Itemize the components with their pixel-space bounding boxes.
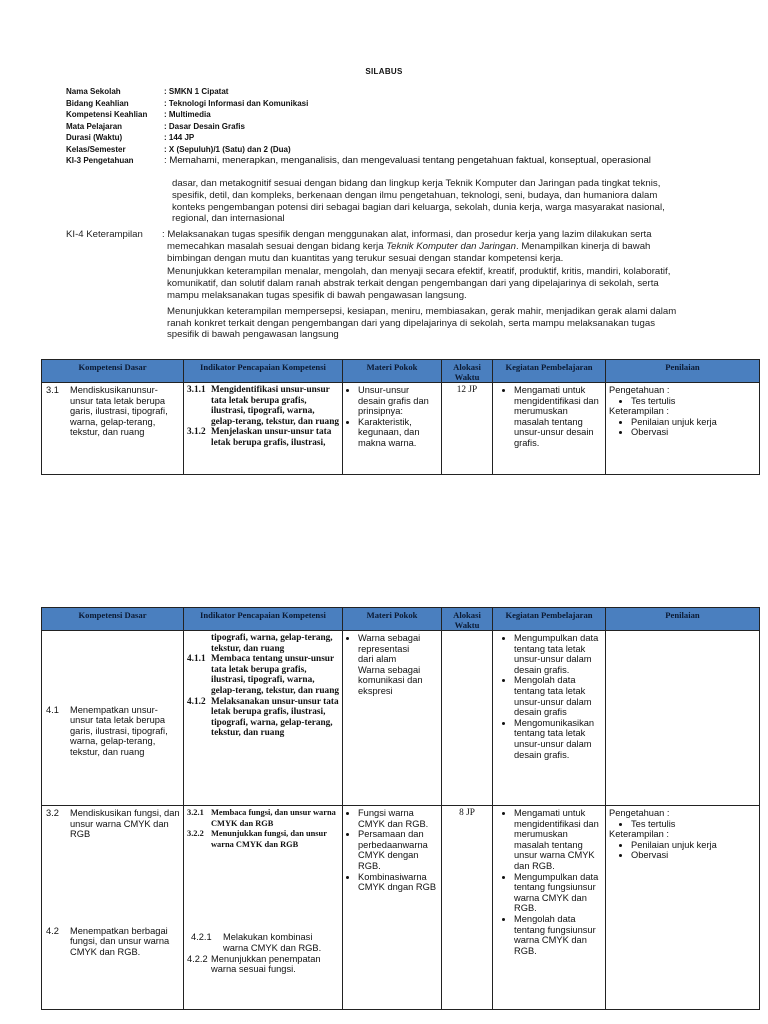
ind-number: 3.2.1 <box>187 808 204 817</box>
penilaian-label: Pengetahuan : <box>609 385 670 395</box>
header-kegiatan: Kegiatan Pembelajaran <box>493 608 606 631</box>
ind-text: Melakukan kombinasi warna CMYK dan RGB. <box>223 932 322 953</box>
penilaian-label: Keterampilan : <box>609 829 669 840</box>
ki4-line-c: . Menampilkan kinerja di bawah <box>515 240 651 252</box>
kd-number: 4.2 <box>46 925 59 936</box>
ki4-para: Menunjukkan keterampilan menalar, mengolah, dan menyaji secara efektif, kreatif, produktif, kritis, mandiri, kolaboratif, <box>167 266 671 278</box>
table-header-row <box>42 360 760 383</box>
kd-text: Mendiskusikan fungsi, dan unsur warna CMYK dan RGB <box>70 808 180 840</box>
header-kompetensi-dasar: Kompetensi Dasar <box>42 360 184 383</box>
list-item: • Tes tertulis <box>631 819 756 830</box>
meta-row <box>66 144 716 156</box>
list-item: • Mengumpulkan data tentang fungsiunsur warna CMYK dan RGB. <box>514 872 602 914</box>
syllabus-table-2 <box>41 607 760 1010</box>
ki4-label: KI-4 Keterampilan <box>66 229 143 240</box>
ind-text: Membaca fungsi, dan unsur warna CMYK dan RGB <box>211 808 336 828</box>
table-row <box>42 806 760 1010</box>
list-item: • Penilaian unjuk kerja <box>631 840 756 851</box>
ind-number: 4.2.1 <box>191 932 212 943</box>
meta-key: Kelas/Semester <box>66 144 126 154</box>
ind-text: Mengidentifikasi unsur-unsur tata letak berupa grafis, ilustrasi, tipografi, warna, gelap-terang, tekstur, dan ruang <box>211 385 340 427</box>
meta-value: : Dasar Desain Grafis <box>164 121 245 131</box>
header-materi: Materi Pokok <box>343 360 442 383</box>
document-title: SILABUS <box>365 67 403 76</box>
list-item: • Mengamati untuk mengidentifikasi dan merumuskan masalah tentang unsur-unsur desain grafis. <box>514 385 602 449</box>
materi-cell <box>343 806 442 1010</box>
meta-row <box>66 86 716 98</box>
kd-number: 3.2 <box>46 808 59 818</box>
meta-value: : Memahami, menerapkan, menganalisis, dan mengevaluasi tentang pengetahuan faktual, konseptual, operasional <box>164 155 651 166</box>
list-item: • Mengolah data tentang fungsiunsur warna CMYK dan RGB. <box>514 914 602 956</box>
ind-text: Menunjukkan fungsi, dan unsur warna CMYK dan RGB <box>211 829 327 849</box>
ki3-line: spesifik, detil, dan kompleks, berkenaan dengan ilmu pengetahuan, teknologi, seni, budaya, dan humaniora dalam <box>172 189 658 201</box>
list-item: • Obervasi <box>631 427 756 438</box>
penilaian-label: Keterampilan : <box>609 406 669 417</box>
meta-block <box>66 86 716 167</box>
kd-cell <box>42 631 184 806</box>
materi-text: Warna sebagai komunikasi dan ekspresi <box>358 664 423 696</box>
meta-key: Durasi (Waktu) <box>66 133 123 142</box>
kd-cell <box>42 383 184 475</box>
penilaian-cell <box>606 383 760 475</box>
ki4-line-italic: Teknik Komputer dan Jaringan <box>386 240 516 252</box>
waktu-cell: 12 JP <box>442 383 493 475</box>
ind-text: Membaca tentang unsur-unsur tata letak berupa grafis, ilustrasi, tipografi, warna, gelap-terang, tekstur, dan ruang <box>211 654 340 696</box>
ki3-continuation <box>172 178 732 225</box>
kegiatan-cell <box>493 806 606 1010</box>
ind-number: 3.1.1 <box>187 385 206 395</box>
indikator-cell <box>184 383 343 475</box>
list-item: • Persamaan dan perbedaanwarna CMYK dengan RGB. <box>358 829 438 871</box>
list-item: • Mengumpulkan data tentang tata letak unsur-unsur dalam desain grafis. <box>514 633 602 675</box>
kegiatan-cell <box>493 383 606 475</box>
header-materi: Materi Pokok <box>343 608 442 631</box>
meta-row <box>66 98 716 110</box>
ind-number: 4.1.2 <box>187 696 206 707</box>
header-kegiatan: Kegiatan Pembelajaran <box>493 360 606 383</box>
ind-number: 3.1.2 <box>187 427 206 438</box>
list-item: • Mengomunikasikan tentang tata letak unsur-unsur dalam desain grafis. <box>514 718 602 760</box>
ind-text: Menjelaskan unsur-unsur tata letak berupa grafis, ilustrasi, <box>211 427 332 448</box>
penilaian-cell <box>606 806 760 1010</box>
list-item: • Tes tertulis <box>631 396 756 407</box>
table-row <box>42 383 760 475</box>
ki3-line: dasar, dan metakognitif sesuai dengan bidang dan lingkup kerja Teknik Komputer dan Jaringan pada tingkat teknis, <box>172 178 661 189</box>
ki4-para: mampu melaksanakan tugas spesifik di bawah pengawasan langsung. <box>167 289 467 301</box>
list-item: • Mengamati untuk mengidentifikasi dan merumuskan masalah tentang unsur warna CMYK dan RGB. <box>514 808 602 872</box>
list-item: • Kombinasiwarna CMYK dngan RGB <box>358 872 438 893</box>
kd-text: Mendiskusikanunsur-unsur tata letak berupa garis, ilustrasi, tipografi, warna, gelap-terang, tekstur, dan ruang <box>70 385 168 438</box>
meta-value: : Teknologi Informasi dan Komunikasi <box>164 98 309 108</box>
ki4-line <box>167 241 736 253</box>
ki4-block <box>66 229 736 349</box>
meta-value: : Multimedia <box>164 110 211 119</box>
header-indikator: Indikator Pencapaian Kompetensi <box>184 360 343 383</box>
list-item: • Unsur-unsur desain grafis dan prinsipnya: <box>358 385 438 417</box>
list-item: • Fungsi warna CMYK dan RGB. <box>358 808 438 829</box>
ind-text: Menunjukkan penempatan warna sesuai fungsi. <box>211 953 321 975</box>
meta-row <box>66 109 716 121</box>
meta-value: : X (Sepuluh)/1 (Satu) dan 2 (Dua) <box>164 144 291 154</box>
ki3-line: konteks pengembangan potensi diri sebagai bagian dari keluarga, sekolah, dunia kerja, warga masyarakat nasional, <box>172 201 665 213</box>
list-item: • Penilaian unjuk kerja <box>631 417 756 428</box>
header-kompetensi-dasar: Kompetensi Dasar <box>42 608 184 631</box>
ind-number: 3.2.2 <box>187 829 204 839</box>
penilaian-label: Pengetahuan : <box>609 808 670 818</box>
ki4-line-a: memecahkan masalah sesuai dengan bidang kerja <box>167 240 387 252</box>
ki4-para: ranah konkret terkait dengan pengembangan dari yang dipelajarinya di sekolah, serta mampu melaksanakan tugas <box>167 317 655 329</box>
list-item <box>358 633 438 654</box>
list-item: • Obervasi <box>631 850 756 861</box>
header-alokasi: Alokasi Waktu <box>442 608 493 631</box>
meta-row <box>66 132 716 144</box>
meta-value: : 144 JP <box>164 133 195 142</box>
meta-row <box>66 121 716 133</box>
meta-key: Mata Pelajaran <box>66 121 123 131</box>
kd-text: Menempatkan berbagai fungsi, dan unsur warna CMYK dan RGB. <box>70 925 170 957</box>
waktu-cell <box>442 631 493 806</box>
indikator-cell <box>184 631 343 806</box>
penilaian-cell <box>606 631 760 806</box>
table-header-row <box>42 608 760 631</box>
ind-number: 4.2.2 <box>187 953 208 964</box>
kegiatan-cell <box>493 631 606 806</box>
ind-text: tipografi, warna, gelap-terang, tekstur, dan ruang <box>211 633 333 654</box>
header-penilaian: Penilaian <box>606 360 760 383</box>
materi-cell <box>343 631 442 806</box>
list-item: • Mengolah data tentang tata letak unsur-unsur dalam desain grafis <box>514 675 602 717</box>
ki4-line: bimbingan dengan mutu dan kuantitas yang terukur sesuai dengan standar kompetensi kerja. <box>167 252 564 264</box>
ind-number: 4.1.1 <box>187 654 206 665</box>
kd-cell <box>42 806 184 1010</box>
meta-key: Bidang Keahlian <box>66 98 129 108</box>
meta-key: Nama Sekolah <box>66 87 121 96</box>
ki4-para: komunikatif, dan solutif dalam ranah abstrak terkait dengan pengembangan dari yang dipelajarinya di sekolah, serta <box>167 278 659 290</box>
table-row <box>42 631 760 806</box>
list-item: • Karakteristik, kegunaan, dan makna warna. <box>358 417 438 449</box>
materi-cell <box>343 383 442 475</box>
ki4-line: : Melaksanakan tugas spesifik dengan menggunakan alat, informasi, dan prosedur kerja yang lazim dilakukan serta <box>162 229 652 240</box>
materi-text: dari alam <box>358 654 397 665</box>
syllabus-table-1 <box>41 359 760 475</box>
header-penilaian: Penilaian <box>606 608 760 631</box>
meta-key: KI-3 Pengetahuan <box>66 156 134 165</box>
waktu-cell: 8 JP <box>442 806 493 1010</box>
kd-text: Menempatkan unsur-unsur tata letak berupa garis, ilustrasi, tipografi, warna, gelap-terang, tekstur, dan ruang <box>70 704 168 757</box>
ki4-para: spesifik di bawah pengawasan langsung <box>167 329 339 341</box>
meta-row <box>66 155 716 167</box>
indikator-cell <box>184 806 343 1010</box>
header-indikator: Indikator Pencapaian Kompetensi <box>184 608 343 631</box>
meta-key: Kompetensi Keahlian <box>66 110 148 119</box>
header-alokasi: Alokasi Waktu <box>442 360 493 383</box>
meta-value: : SMKN 1 Cipatat <box>164 87 229 96</box>
ki4-para: Menunjukkan keterampilan mempersepsi, kesiapan, meniru, membiasakan, gerak mahir, menjadikan gerak alami dalam <box>167 305 677 317</box>
kd-number: 4.1 <box>46 704 59 715</box>
materi-text: Warna sebagai representasi <box>358 633 421 654</box>
ki3-line: regional, dan internasional <box>172 213 285 225</box>
ind-text: Melaksanakan unsur-unsur tata letak berupa grafis, ilustrasi, tipografi, warna, gelap-terang, tekstur, dan ruang <box>211 696 339 739</box>
kd-number: 3.1 <box>46 385 59 395</box>
